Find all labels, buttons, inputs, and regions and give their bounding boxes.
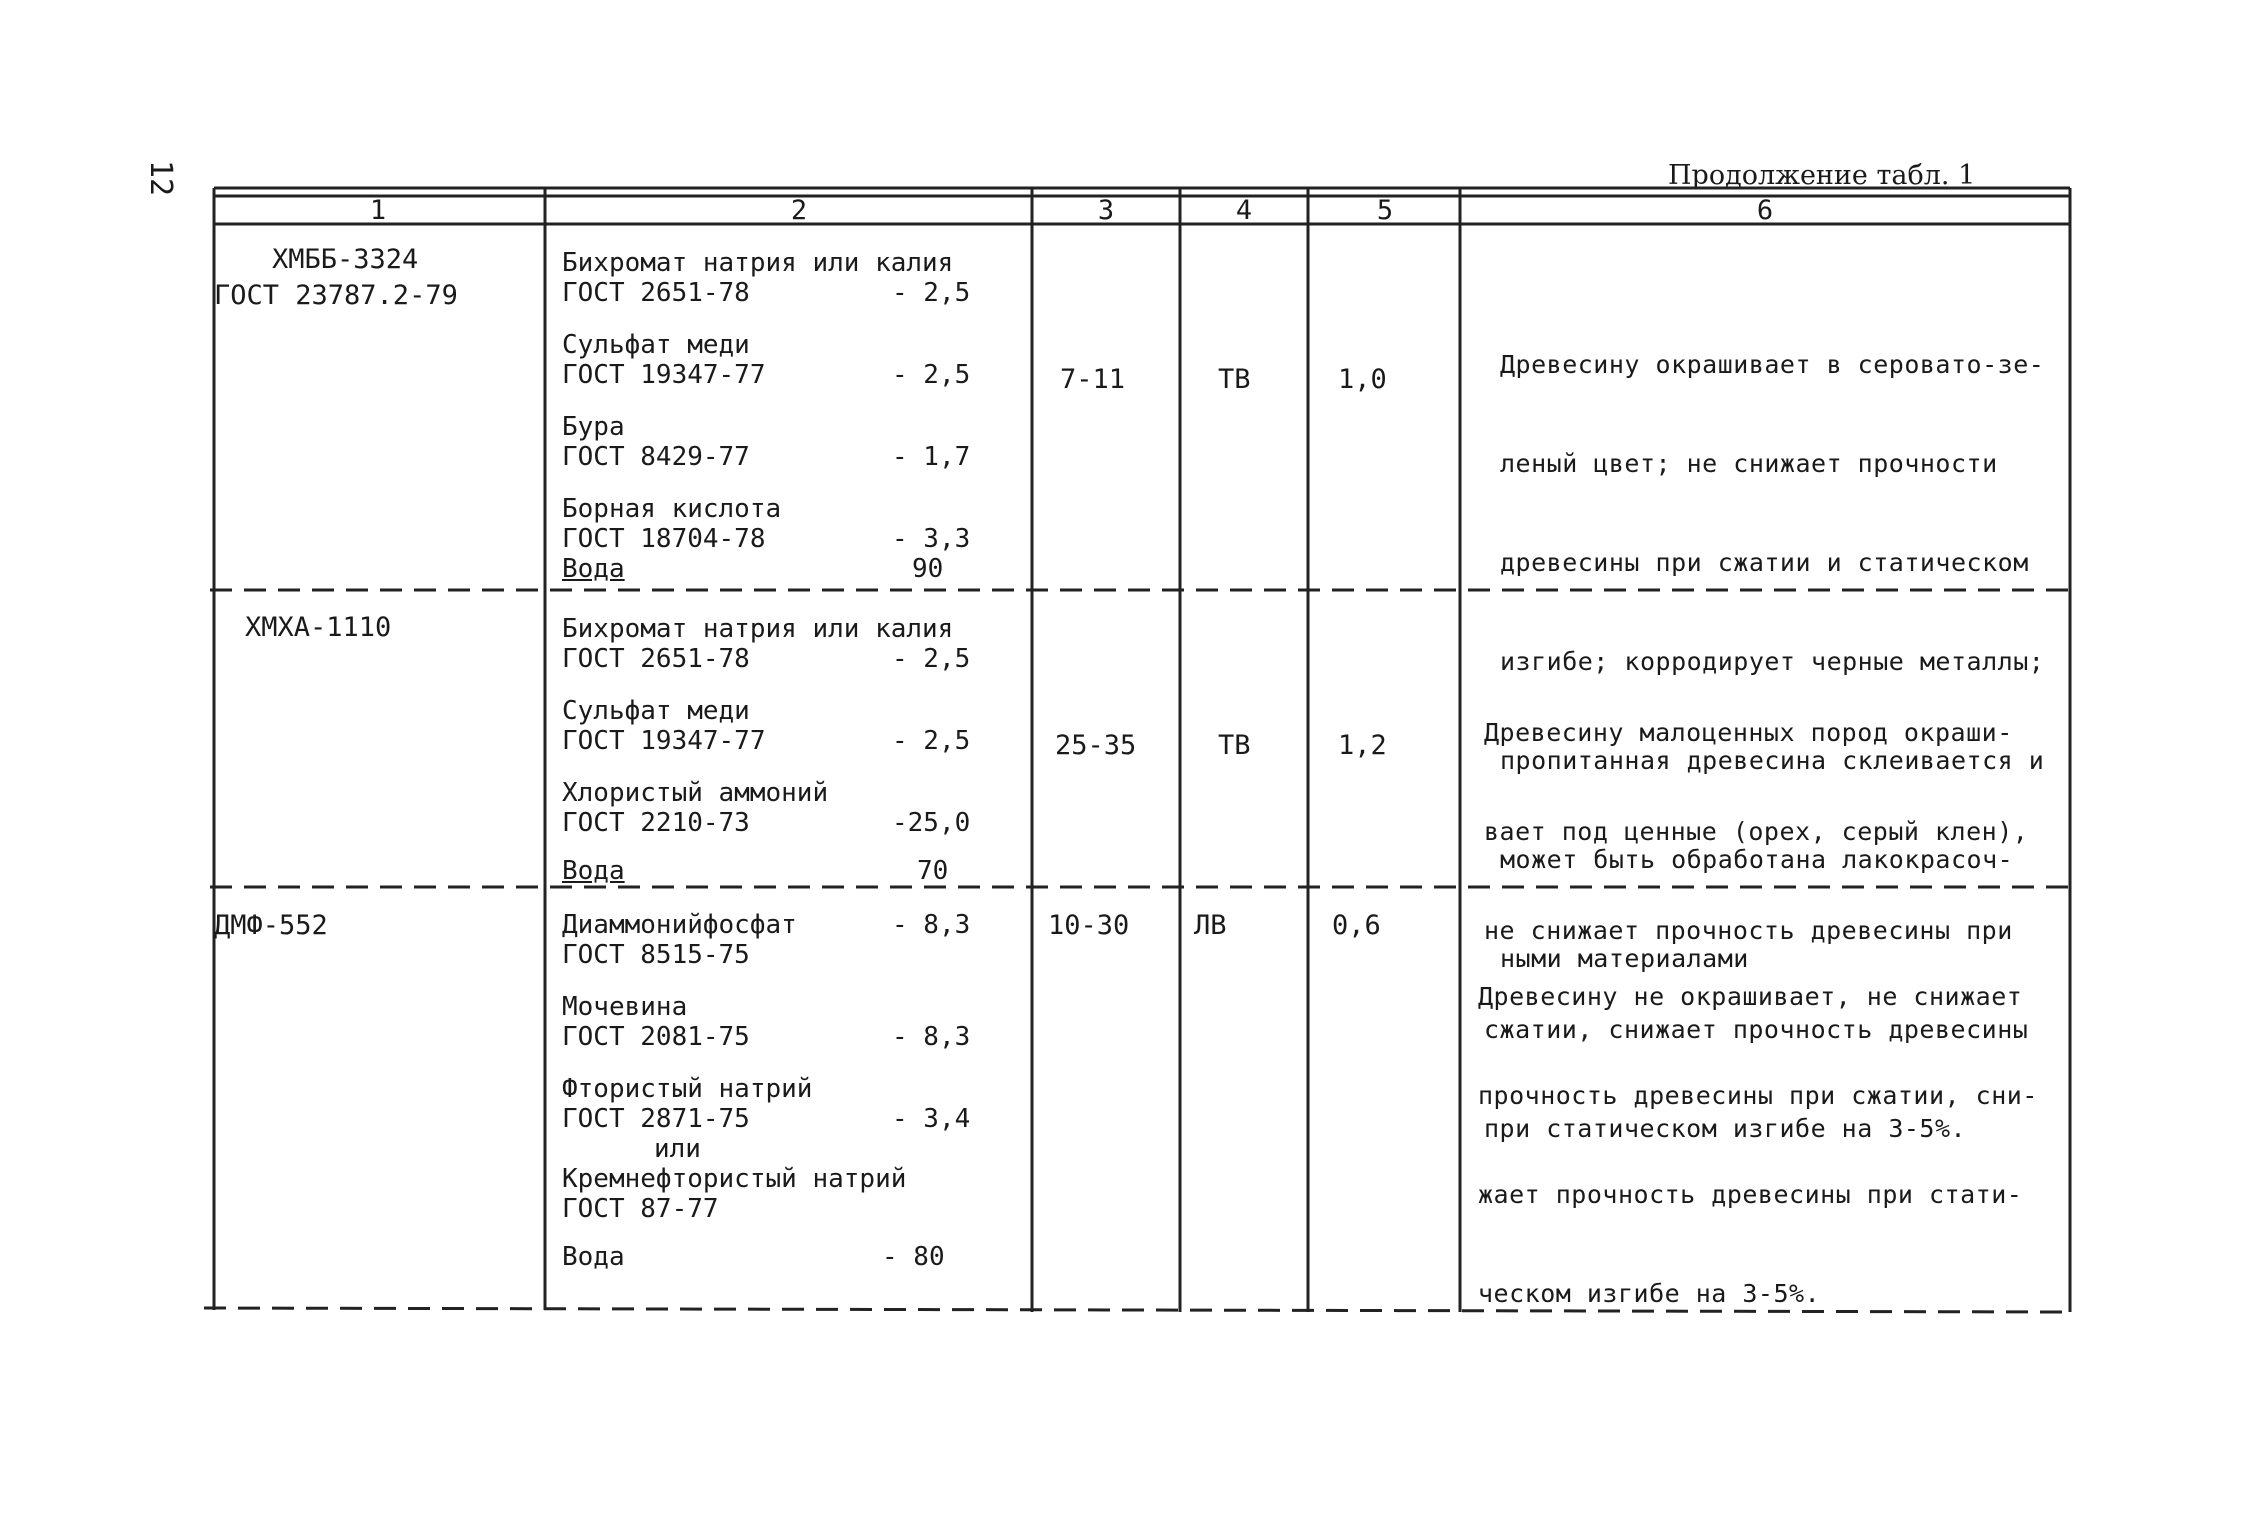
row2-description: Древесину малоценных пород окраши- вает под ценные (орех, серый клен), не снижает прочность древесины при сжатии, снижает прочность древесины при статическом изгибе на 3-5%.: [1484, 718, 2029, 1143]
row1-col5: 1,0: [1338, 364, 1387, 395]
component-value: - 2,5: [892, 278, 971, 308]
component-gost: ГОСТ 2651-78 - 2,5: [562, 644, 971, 674]
header-col-4: 4: [1235, 195, 1253, 226]
header-col-6: 6: [1756, 195, 1774, 226]
row3-description: Древесину не окрашивает, не снижает прочность древесины при сжатии, сни- жает прочность древесины при стати- ческом изгибе на 3-5%.: [1478, 982, 2038, 1308]
water-value: 90: [912, 554, 944, 584]
component-value: - 8,3: [892, 1022, 971, 1052]
water-row: Вода 90: [562, 554, 944, 584]
row3-components: [562, 910, 971, 1272]
water-value: 70: [917, 856, 949, 886]
component-name: Сульфат меди: [562, 696, 750, 726]
component-name: Сульфат меди: [562, 330, 750, 360]
row1-description: Древесину окрашивает в серовато-зе- леный цвет; не снижает прочности древесины при сжатии и статическом изгибе; корродирует черные металлы; пропитанная древесина склеивается и может быть обработана лакокрасоч- ными материалами: [1500, 350, 2045, 973]
component-value: - 3,4: [892, 1104, 971, 1134]
component-name: Фтористый натрий: [562, 1074, 813, 1104]
component-value: - 3,3: [892, 524, 971, 554]
component-name: Бихромат натрия или калия: [562, 614, 954, 644]
component-gost: ГОСТ 8429-77 - 1,7: [562, 442, 971, 472]
component-name: Борная кислота: [562, 494, 782, 524]
row1-col3: 7-11: [1060, 364, 1126, 395]
page-number: 12: [143, 160, 178, 197]
table-caption: Продолжение табл. 1: [1668, 160, 1976, 191]
component-gost: ГОСТ 8515-75: [562, 940, 750, 970]
component-name: Бура: [562, 412, 625, 442]
header-col-2: 2: [790, 195, 808, 226]
row2-col5: 1,2: [1338, 730, 1387, 761]
row3-col3: 10-30: [1048, 910, 1130, 941]
component-gost: ГОСТ 19347-77 - 2,5: [562, 360, 971, 390]
water-value: - 80: [882, 1242, 945, 1272]
row3-col5: 0,6: [1332, 910, 1381, 941]
row2-col3: 25-35: [1055, 730, 1137, 761]
component-name: Бихромат натрия или калия: [562, 248, 954, 278]
component-gost: ГОСТ 19347-77 - 2,5: [562, 726, 971, 756]
row3-col4: ЛВ: [1194, 910, 1227, 941]
or-label: или: [654, 1134, 701, 1164]
component-gost: ГОСТ 2081-75 - 8,3: [562, 1022, 971, 1052]
component-name: Мочевина: [562, 992, 688, 1022]
component-gost: ГОСТ 2871-75 - 3,4: [562, 1104, 971, 1134]
component-gost: ГОСТ 87-77: [562, 1194, 719, 1224]
component-value: - 2,5: [892, 360, 971, 390]
component-gost: ГОСТ 18704-78 - 3,3: [562, 524, 971, 554]
row1-components: [562, 248, 971, 584]
component-gost: ГОСТ 2210-73 -25,0: [562, 808, 971, 838]
row1-name: ХМББ-3324: [272, 244, 419, 275]
component-name: Диаммонийфосфат - 8,3: [562, 910, 971, 940]
component-value: -25,0: [892, 808, 971, 838]
row2-components: [562, 614, 971, 886]
row1-gost: ГОСТ 23787.2-79: [214, 280, 458, 311]
component-value: - 2,5: [892, 644, 971, 674]
component-value: - 8,3: [892, 910, 971, 940]
row3-name: ДМФ-552: [214, 910, 328, 941]
row1-col4: ТВ: [1218, 364, 1251, 395]
component-value: - 2,5: [892, 726, 971, 756]
row2-col4: ТВ: [1218, 730, 1251, 761]
component-value: - 1,7: [892, 442, 971, 472]
water-row: Вода - 80: [562, 1242, 945, 1272]
header-col-3: 3: [1097, 195, 1115, 226]
component-gost: ГОСТ 2651-78 - 2,5: [562, 278, 971, 308]
row2-name: ХМХА-1110: [245, 612, 392, 643]
component-name: Кремнефтористый натрий: [562, 1164, 907, 1194]
component-name: Хлористый аммоний: [562, 778, 829, 808]
water-row: Вода 70: [562, 856, 949, 886]
header-col-1: 1: [369, 195, 387, 226]
header-col-5: 5: [1376, 195, 1394, 226]
